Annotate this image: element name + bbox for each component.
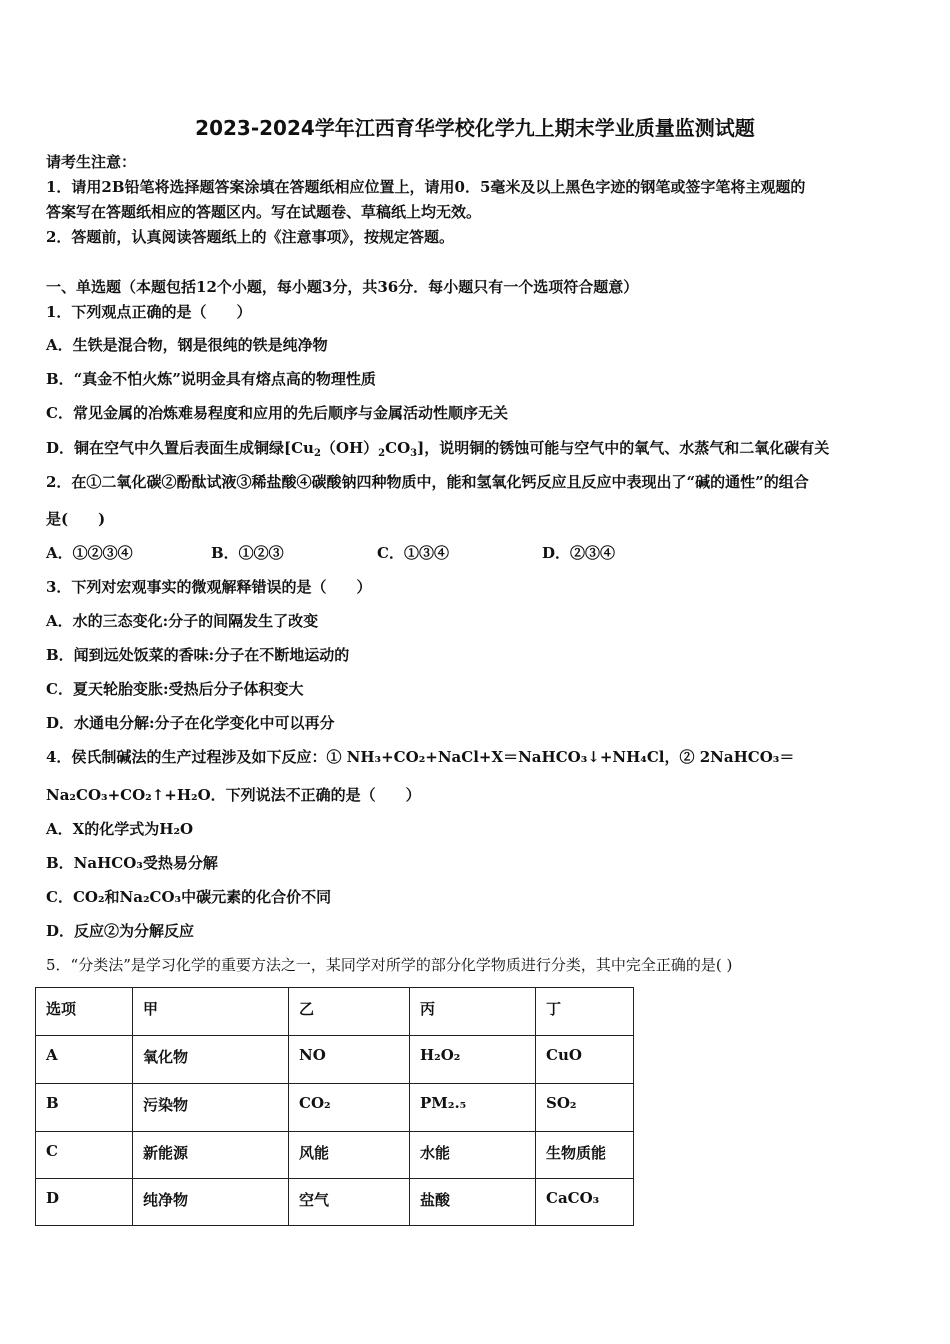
table-header-cell: 丙 [410,988,536,1036]
q1-d-text-1: D．铜在空气中久置后表面生成铜绿[Cu [46,439,314,457]
table-cell: NO [289,1036,410,1084]
table-cell: D [36,1179,133,1226]
question-1-option-d [46,438,829,458]
table-header-cell: 选项 [36,988,133,1036]
table-cell: SO₂ [536,1084,634,1132]
question-3-option-a: A．水的三态变化:分子的间隔发生了改变 [46,612,319,630]
table-cell: CaCO₃ [536,1179,634,1226]
table-cell: 水能 [410,1132,536,1179]
table-cell: 氧化物 [133,1036,289,1084]
question-3-option-c: C．夏天轮胎变胀:受热后分子体积变大 [46,680,304,698]
q1-d-text-3: CO [385,439,411,457]
table-cell: B [36,1084,133,1132]
q1-d-sub-2: 2 [378,448,386,459]
question-4-option-c: C．CO₂和Na₂CO₃中碳元素的化合价不同 [46,888,332,906]
table-row [36,1036,634,1084]
question-3-stem: 3．下列对宏观事实的微观解释错误的是（ ） [46,578,372,596]
q1-d-text-2: （OH） [320,439,379,457]
table-cell: 盐酸 [410,1179,536,1226]
classification-table [35,987,634,1226]
question-4-option-d: D．反应②为分解反应 [46,922,195,940]
question-1-option-c: C．常见金属的冶炼难易程度和应用的先后顺序与金属活动性顺序无关 [46,404,508,422]
question-5-stem: 5．“分类法”是学习化学的重要方法之一，某同学对所学的部分化学物质进行分类，其中完全正确的是( ) [46,956,733,974]
question-4-option-b: B．NaHCO₃受热易分解 [46,854,218,872]
table-header-row [36,988,634,1036]
question-4-stem-line-1: 4．侯氏制碱法的生产过程涉及如下反应：① NH₃+CO₂+NaCl+X＝NaHCO₃↓+NH₄Cl，② 2NaHCO₃＝ [46,748,795,766]
question-2-options [46,542,696,562]
table-cell: PM₂.₅ [410,1084,536,1132]
table-header-cell: 乙 [289,988,410,1036]
table-row [36,1132,634,1179]
table-cell: A [36,1036,133,1084]
notice-item-1-line-2: 答案写在答题纸相应的答题区内。写在试题卷、草稿纸上均无效。 [46,203,482,221]
table-header-cell: 丁 [536,988,634,1036]
question-3-option-d: D．水通电分解:分子在化学变化中可以再分 [46,714,335,732]
question-2-option-a: A．①②③④ [46,544,133,562]
section-heading: 一、单选题（本题包括12个小题，每小题3分，共36分．每小题只有一个选项符合题意） [46,278,639,296]
table-cell: 污染物 [133,1084,289,1132]
table-cell: 纯净物 [133,1179,289,1226]
table-cell: 空气 [289,1179,410,1226]
q1-d-sub-3: 3 [410,448,418,459]
table-cell: 新能源 [133,1132,289,1179]
question-2-option-c: C．①③④ [377,544,449,562]
table-cell: C [36,1132,133,1179]
table-cell: 风能 [289,1132,410,1179]
q1-d-sub-1: 2 [313,448,321,459]
question-4-stem-line-2: Na₂CO₃+CO₂↑+H₂O．下列说法不正确的是（ ） [46,786,421,804]
table-header-cell: 甲 [133,988,289,1036]
question-2-option-b: B．①②③ [211,544,284,562]
table-cell: H₂O₂ [410,1036,536,1084]
question-1-stem: 1．下列观点正确的是（ ） [46,303,252,321]
question-2-option-d: D．②③④ [542,544,616,562]
table-cell: CO₂ [289,1084,410,1132]
q1-d-text-4: ]，说明铜的锈蚀可能与空气中的氧气、水蒸气和二氧化碳有关 [417,439,830,457]
notice-item-1-line-1: 1．请用2B铅笔将选择题答案涂填在答题纸相应位置上，请用0．5毫米及以上黑色字迹的钢笔或签字笔将主观题的 [46,178,806,196]
table-row [36,1084,634,1132]
question-2-stem-line-2: 是( ) [46,510,106,528]
question-3-option-b: B．闻到远处饭菜的香味:分子在不断地运动的 [46,646,350,664]
question-2-stem-line-1: 2．在①二氧化碳②酚酞试液③稀盐酸④碳酸钠四种物质中，能和氢氧化钙反应且反应中表现出了“碱的通性”的组合 [46,473,809,491]
page-title: 2023-2024学年江西育华学校化学九上期末学业质量监测试题 [195,116,755,140]
table-cell: 生物质能 [536,1132,634,1179]
table-cell: CuO [536,1036,634,1084]
question-4-option-a: A．X的化学式为H₂O [46,820,194,838]
question-1-option-a: A．生铁是混合物，钢是很纯的铁是纯净物 [46,336,328,354]
notice-heading: 请考生注意： [46,153,137,171]
notice-item-2: 2．答题前，认真阅读答题纸上的《注意事项》，按规定答题。 [46,228,454,246]
table-row [36,1179,634,1226]
question-1-option-b: B．“真金不怕火炼”说明金具有熔点高的物理性质 [46,370,376,388]
